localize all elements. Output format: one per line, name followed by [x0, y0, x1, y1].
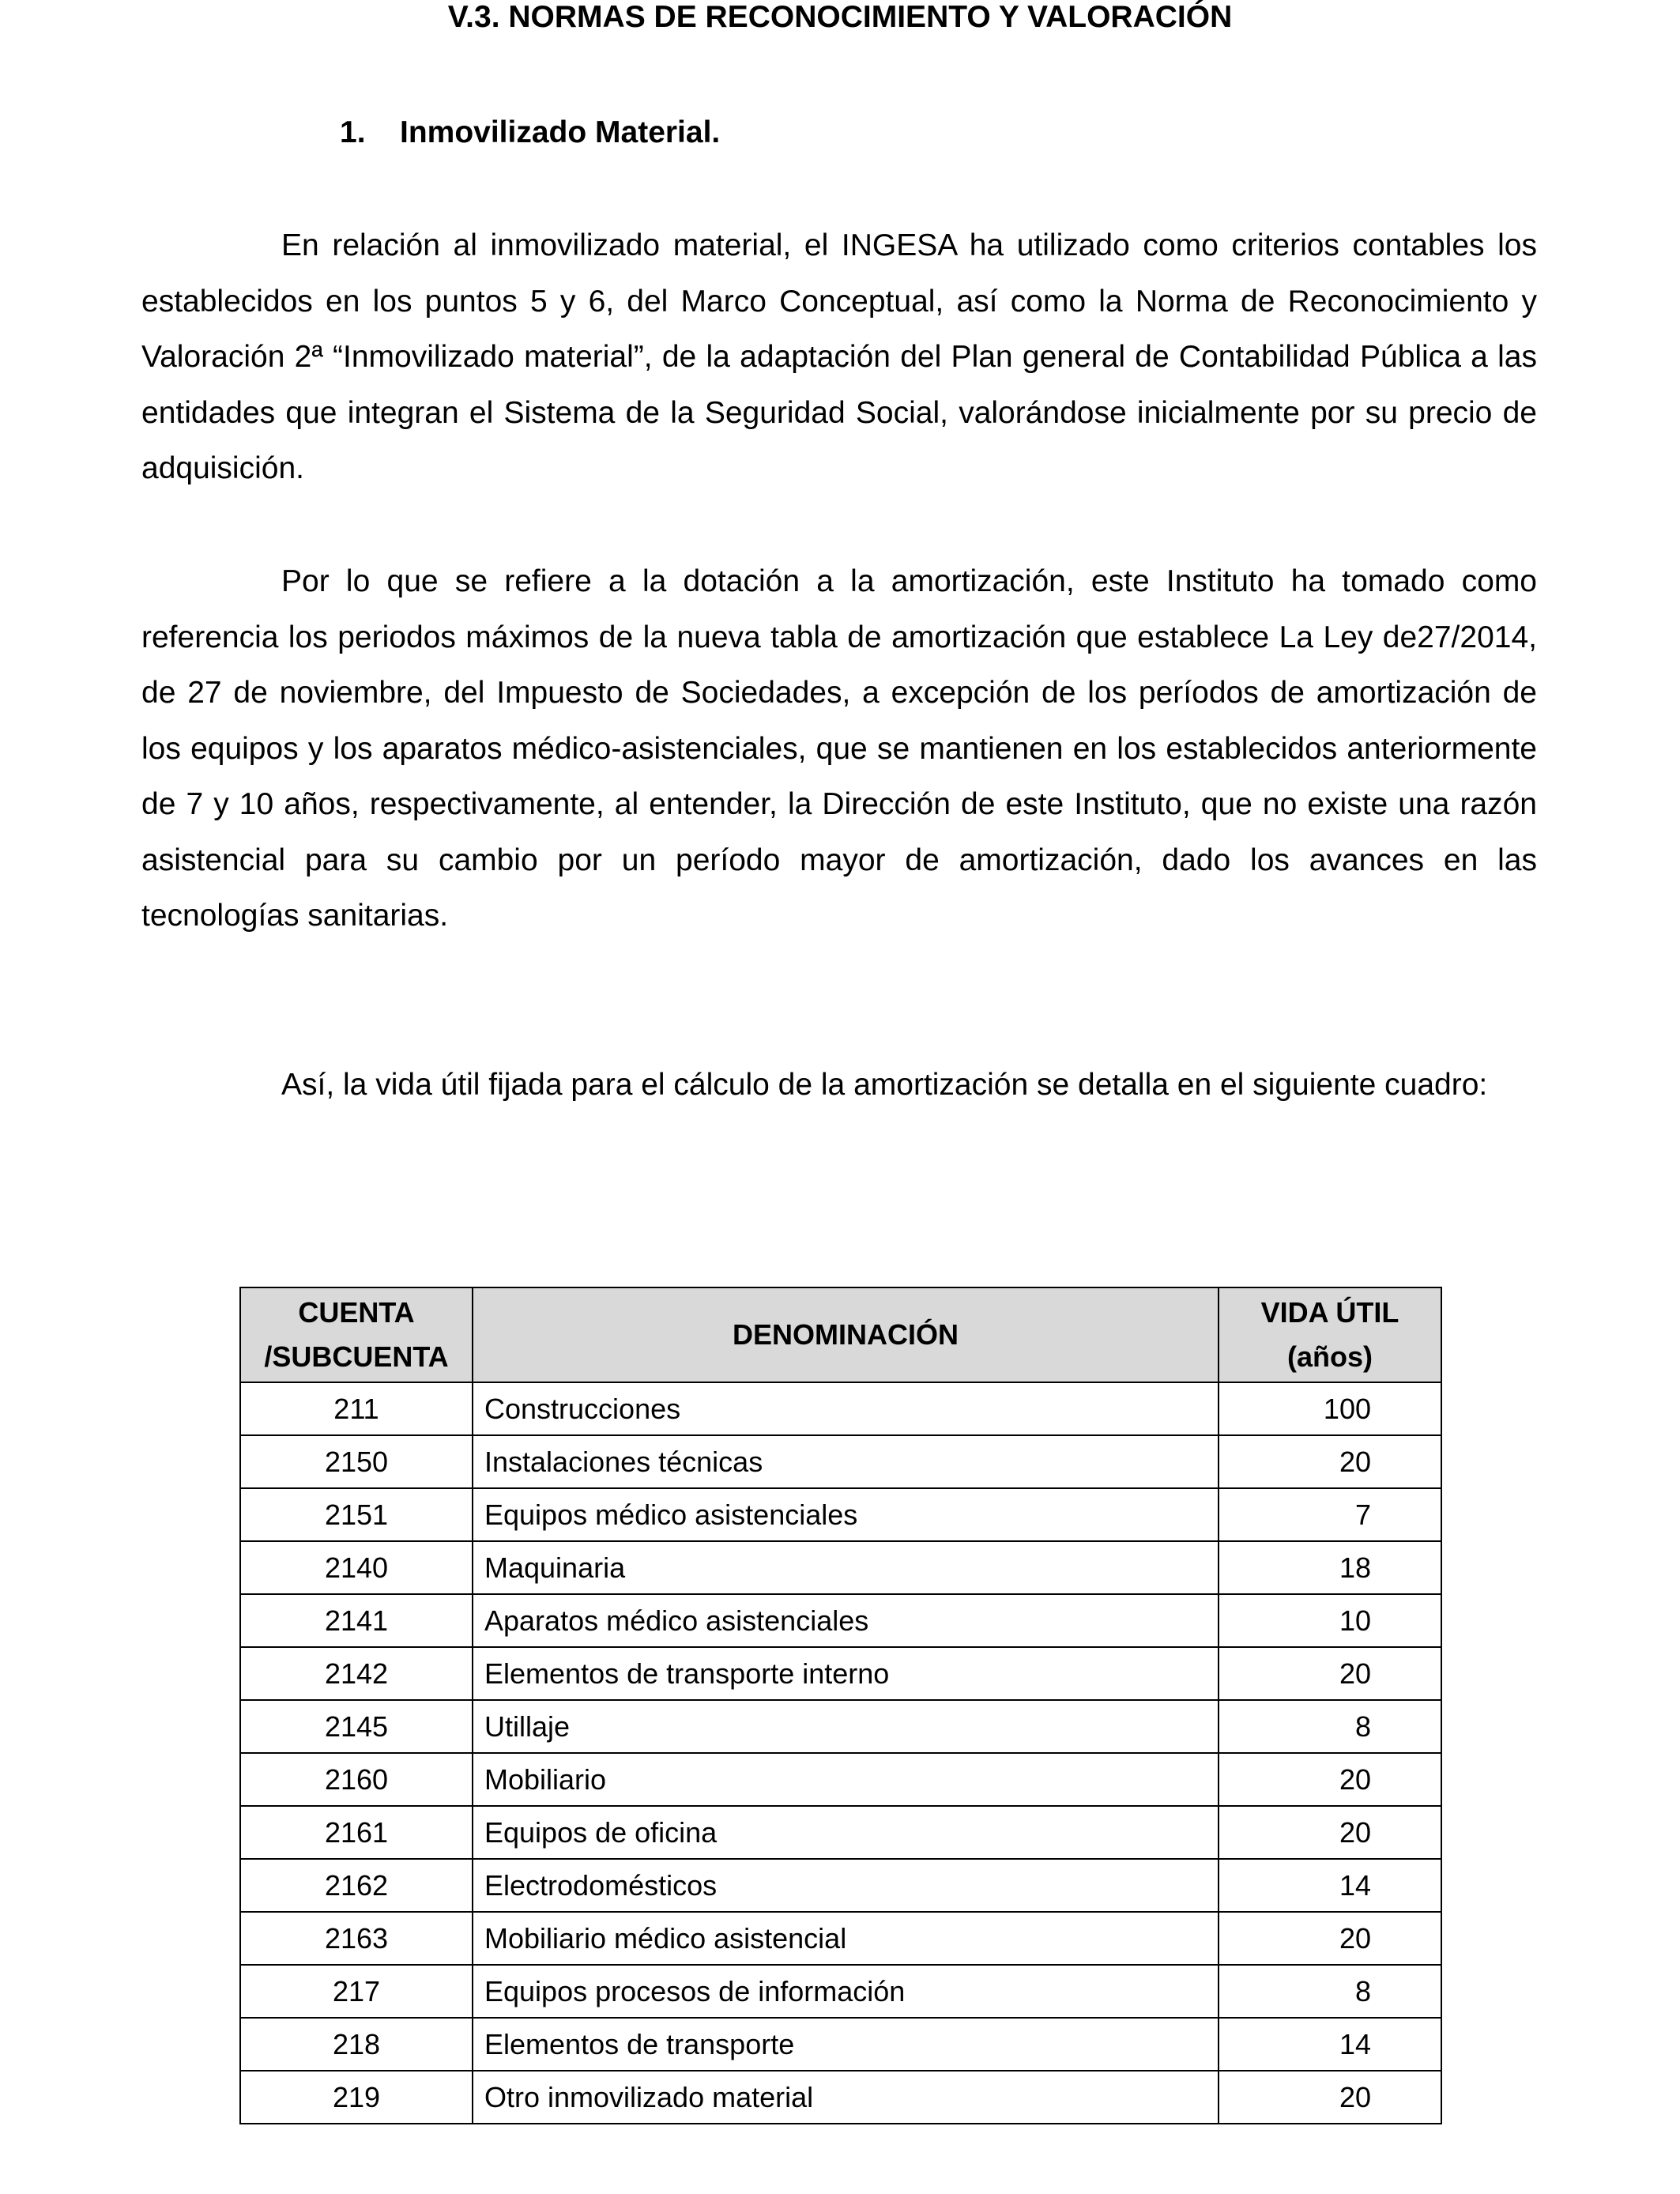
cell-denomination: Equipos médico asistenciales — [473, 1488, 1219, 1541]
table-row — [240, 1965, 1441, 2018]
header-denomination: DENOMINACIÓN — [473, 1287, 1219, 1382]
paragraph-table-intro: Así, la vida útil fijada para el cálculo de la amortización se detalla en el siguiente cuadro: — [281, 1068, 1488, 1102]
table-row — [240, 1912, 1441, 1965]
cell-denomination: Aparatos médico asistenciales — [473, 1594, 1219, 1647]
cell-useful-life: 20 — [1219, 1806, 1441, 1859]
subsection-heading — [340, 115, 720, 150]
cell-account: 2150 — [240, 1435, 473, 1488]
cell-account: 2163 — [240, 1912, 473, 1965]
paragraph-criteria: En relación al inmovilizado material, el INGESA ha utilizado como criterios contables los establecidos en los puntos 5 y 6, del Marco Conceptual, así como la Norma de Reconocimiento y Valoración 2ª “Inmovilizado material”, de la adaptación del Plan general de Contabilidad Pública a las entidades que integran el Sistema de la Seguridad Social, valorándose inicialmente por su precio de adquisición. — [141, 228, 1537, 485]
cell-account: 219 — [240, 2071, 473, 2124]
table-row — [240, 1594, 1441, 1647]
subsection-title: Inmovilizado Material. — [400, 115, 721, 149]
cell-account: 2162 — [240, 1859, 473, 1912]
useful-life-table — [239, 1287, 1442, 2124]
table-row — [240, 2071, 1441, 2124]
cell-useful-life: 18 — [1219, 1541, 1441, 1594]
table-row — [240, 1753, 1441, 1806]
cell-useful-life: 8 — [1219, 1965, 1441, 2018]
cell-denomination: Equipos de oficina — [473, 1806, 1219, 1859]
header-account-line2: /SUBCUENTA — [264, 1340, 449, 1373]
cell-account: 211 — [240, 1382, 473, 1435]
cell-account: 2145 — [240, 1700, 473, 1753]
cell-denomination: Maquinaria — [473, 1541, 1219, 1594]
table-row — [240, 1806, 1441, 1859]
cell-useful-life: 14 — [1219, 1859, 1441, 1912]
cell-account: 2160 — [240, 1753, 473, 1806]
header-useful-life-line1: VIDA ÚTIL — [1260, 1296, 1399, 1329]
cell-account: 2141 — [240, 1594, 473, 1647]
table-row — [240, 1647, 1441, 1700]
header-account — [240, 1287, 473, 1382]
cell-useful-life: 14 — [1219, 2018, 1441, 2071]
cell-account: 2151 — [240, 1488, 473, 1541]
table-row — [240, 1700, 1441, 1753]
cell-useful-life: 10 — [1219, 1594, 1441, 1647]
cell-denomination: Utillaje — [473, 1700, 1219, 1753]
cell-account: 2142 — [240, 1647, 473, 1700]
cell-account: 218 — [240, 2018, 473, 2071]
cell-denomination: Electrodomésticos — [473, 1859, 1219, 1912]
table-row — [240, 2018, 1441, 2071]
table-row — [240, 1382, 1441, 1435]
section-heading: V.3. NORMAS DE RECONOCIMIENTO Y VALORACIÓN — [447, 0, 1233, 34]
cell-denomination: Construcciones — [473, 1382, 1219, 1435]
subsection-number: 1. — [340, 115, 366, 149]
cell-denomination: Mobiliario — [473, 1753, 1219, 1806]
cell-useful-life: 20 — [1219, 1912, 1441, 1965]
cell-useful-life: 20 — [1219, 1435, 1441, 1488]
cell-useful-life: 100 — [1219, 1382, 1441, 1435]
paragraph-amortization: Por lo que se refiere a la dotación a la amortización, este Instituto ha tomado como referencia los periodos máximos de la nueva tabla de amortización que establece La Ley de27/2014, de 27 de noviembre, del Impuesto de Sociedades, a excepción de los períodos de amortización de los equipos y los aparatos médico-asistenciales, que se mantienen en los establecidos anteriormente de 7 y 10 años, respectivamente, al entender, la Dirección de este Instituto, que no existe una razón asistencial para su cambio por un período mayor de amortización, dado los avances en las tecnologías sanitarias. — [141, 564, 1537, 933]
header-useful-life — [1219, 1287, 1441, 1382]
cell-useful-life: 20 — [1219, 1753, 1441, 1806]
cell-denomination: Equipos procesos de información — [473, 1965, 1219, 2018]
cell-account: 2161 — [240, 1806, 473, 1859]
table-row — [240, 1435, 1441, 1488]
cell-denomination: Otro inmovilizado material — [473, 2071, 1219, 2124]
cell-useful-life: 7 — [1219, 1488, 1441, 1541]
cell-denomination: Mobiliario médico asistencial — [473, 1912, 1219, 1965]
cell-denomination: Instalaciones técnicas — [473, 1435, 1219, 1488]
table-header-row — [240, 1287, 1441, 1382]
cell-denomination: Elementos de transporte — [473, 2018, 1219, 2071]
table-row — [240, 1488, 1441, 1541]
cell-useful-life: 20 — [1219, 2071, 1441, 2124]
cell-account: 2140 — [240, 1541, 473, 1594]
header-account-line1: CUENTA — [298, 1296, 415, 1329]
table-row — [240, 1859, 1441, 1912]
cell-denomination: Elementos de transporte interno — [473, 1647, 1219, 1700]
cell-account: 217 — [240, 1965, 473, 2018]
header-useful-life-line2: (años) — [1287, 1340, 1373, 1373]
cell-useful-life: 20 — [1219, 1647, 1441, 1700]
table-row — [240, 1541, 1441, 1594]
cell-useful-life: 8 — [1219, 1700, 1441, 1753]
